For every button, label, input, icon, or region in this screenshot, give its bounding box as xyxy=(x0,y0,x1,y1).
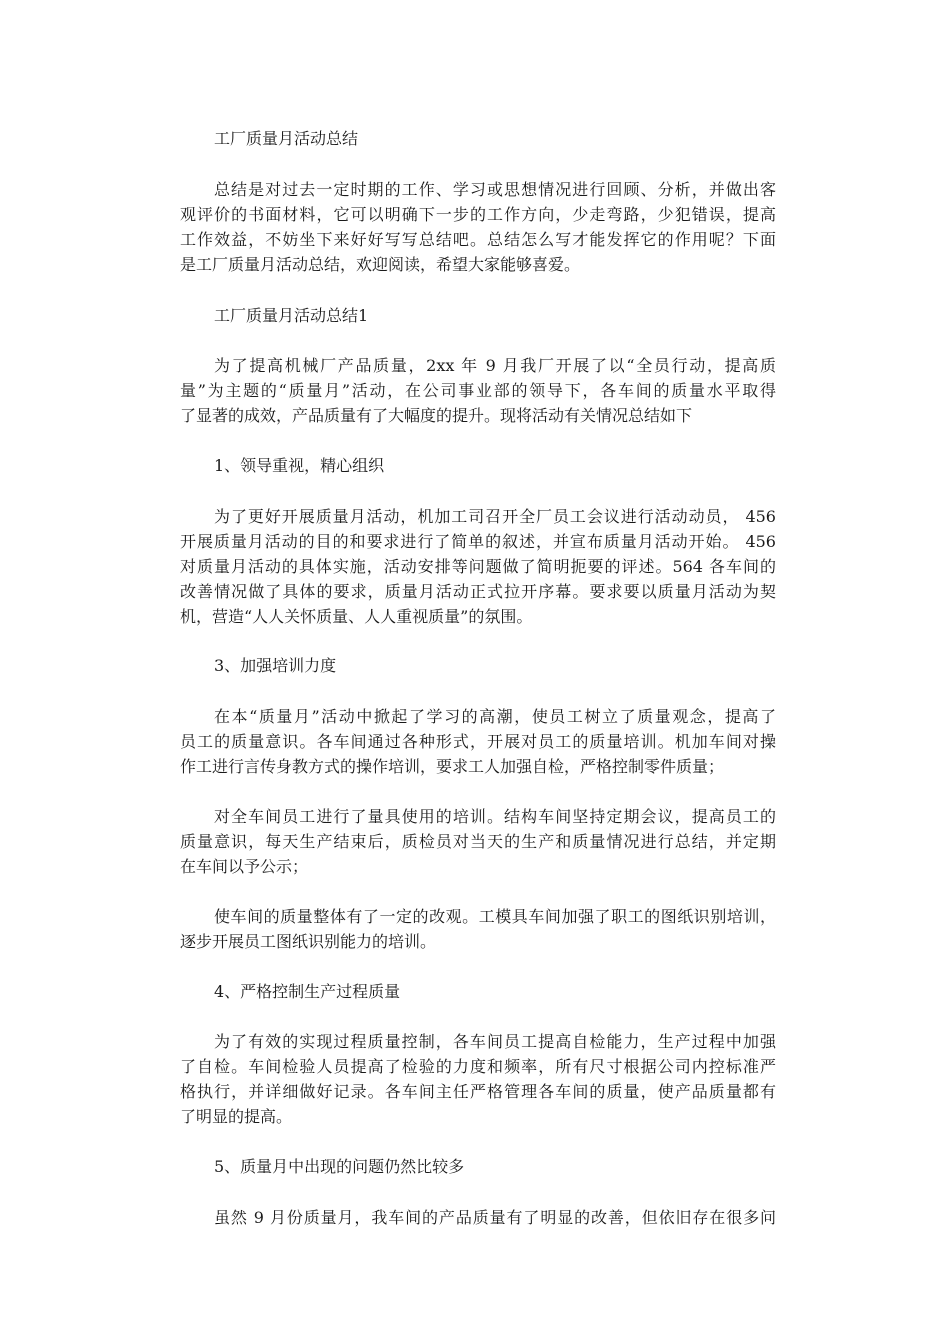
paragraph-line: 量”为主题的“质量月”活动，在公司事业部的领导下，各车间的质量水平取得 xyxy=(180,381,776,400)
document-title: 工厂质量月活动总结 xyxy=(214,129,359,148)
paragraph-line: 作工进行言传身教方式的操作培训，要求工人加强自检，严格控制零件质量； xyxy=(180,757,725,776)
paragraph-line: 对全车间员工进行了量具使用的培训。结构车间坚持定期会议，提高员工的 xyxy=(214,807,776,826)
paragraph-line: 机，营造“人人关怀质量、人人重视质量”的氛围。 xyxy=(180,607,533,626)
section-heading: 3、加强培训力度 xyxy=(214,656,337,675)
intro-line: 工作效益，不妨坐下来好好写写总结吧。总结怎么写才能发挥它的作用呢？下面 xyxy=(180,230,776,249)
paragraph-line: 在本“质量月”活动中掀起了学习的高潮，使员工树立了质量观念，提高了 xyxy=(214,707,776,726)
intro-line: 总结是对过去一定时期的工作、学习或思想情况进行回顾、分析，并做出客 xyxy=(214,180,776,199)
paragraph-line: 格执行，并详细做好记录。各车间主任严格管理各车间的质量，使产品质量都有 xyxy=(180,1082,776,1101)
paragraph-line: 员工的质量意识。各车间通过各种形式，开展对员工的质量培训。机加车间对操 xyxy=(180,732,776,751)
section-title: 工厂质量月活动总结1 xyxy=(214,306,369,325)
paragraph-line: 了明显的提高。 xyxy=(180,1107,293,1126)
paragraph-line: 为了更好开展质量月活动，机加工司召开全厂员工会议进行活动动员， 456 xyxy=(214,507,776,526)
paragraph-line: 为了有效的实现过程质量控制，各车间员工提高自检能力，生产过程中加强 xyxy=(214,1032,776,1051)
paragraph-line: 为了提高机械厂产品质量，2xx 年 9 月我厂开展了以“全员行动，提高质 xyxy=(214,356,776,375)
paragraph-line: 使车间的质量整体有了一定的改观。工模具车间加强了职工的图纸识别培训， xyxy=(214,907,776,926)
section-heading: 1、领导重视，精心组织 xyxy=(214,456,385,475)
intro-line: 观评价的书面材料，它可以明确下一步的工作方向，少走弯路，少犯错误，提高 xyxy=(180,205,776,224)
paragraph-line: 质量意识，每天生产结束后，质检员对当天的生产和质量情况进行总结，并定期 xyxy=(180,832,776,851)
paragraph-line: 逐步开展员工图纸识别能力的培训。 xyxy=(180,932,437,951)
paragraph-line: 了显著的成效，产品质量有了大幅度的提升。现将活动有关情况总结如下 xyxy=(180,406,693,425)
paragraph-line: 了自检。车间检验人员提高了检验的力度和频率，所有尺寸根据公司内控标准严 xyxy=(180,1057,776,1076)
paragraph-line: 改善情况做了具体的要求，质量月活动正式拉开序幕。要求要以质量月活动为契 xyxy=(180,582,776,601)
intro-line: 是工厂质量月活动总结，欢迎阅读，希望大家能够喜爱。 xyxy=(180,255,581,274)
paragraph-line: 在车间以予公示； xyxy=(180,857,309,876)
section-heading: 5、质量月中出现的问题仍然比较多 xyxy=(214,1157,465,1176)
paragraph-line: 开展质量月活动的目的和要求进行了简单的叙述，并宣布质量月活动开始。 456 xyxy=(180,532,776,551)
paragraph-line: 虽然 9 月份质量月，我车间的产品质量有了明显的改善，但依旧存在很多问 xyxy=(214,1208,776,1227)
section-heading: 4、严格控制生产过程质量 xyxy=(214,982,401,1001)
paragraph-line: 对质量月活动的具体实施，活动安排等问题做了简明扼要的评述。564 各车间的 xyxy=(180,557,776,576)
